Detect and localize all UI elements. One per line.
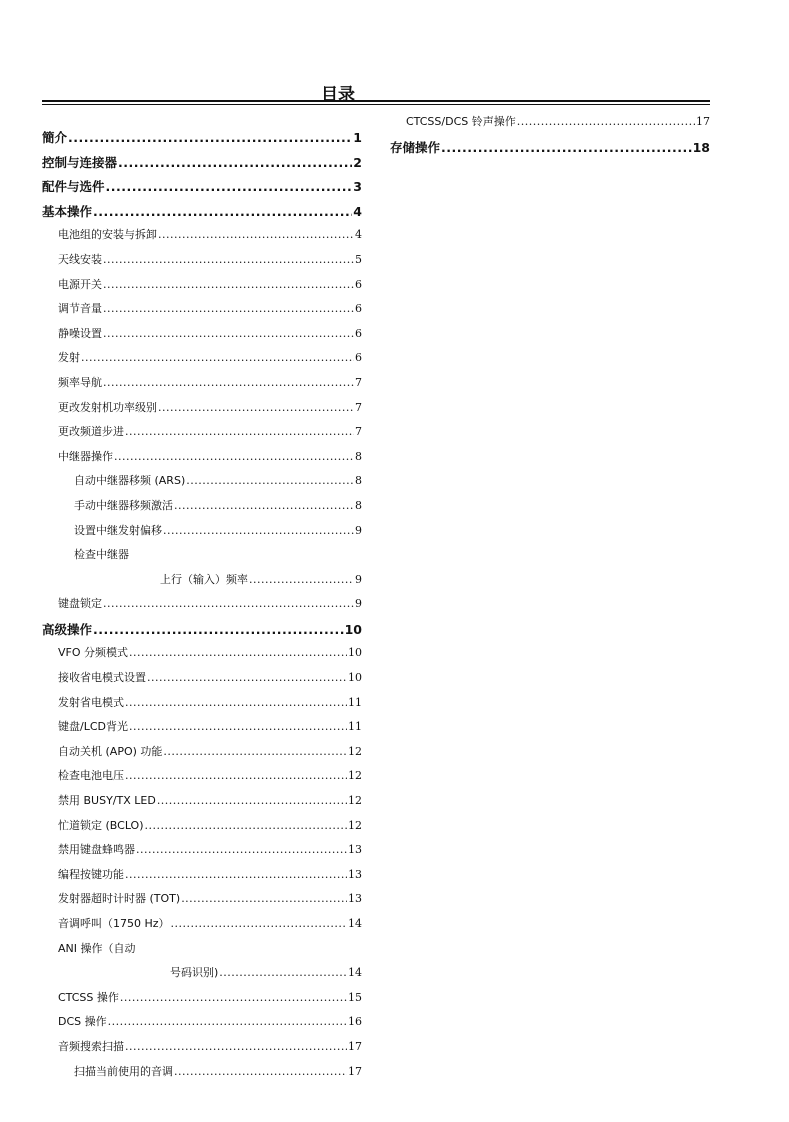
toc-entry-page: 11 xyxy=(348,695,362,709)
toc-entry-page: 9 xyxy=(355,572,362,586)
toc-entry[interactable] xyxy=(42,153,362,178)
toc-entry-label: 编程按键功能 xyxy=(58,867,124,881)
toc-entry-page: 17 xyxy=(696,115,710,128)
toc-entry-label: 电源开关 xyxy=(58,277,102,291)
toc-leader-dots xyxy=(219,966,347,979)
toc-entry-label: 键盘锁定 xyxy=(58,597,102,611)
toc-entry[interactable] xyxy=(42,841,362,866)
toc-entry-page: 6 xyxy=(355,326,362,340)
toc-entry[interactable] xyxy=(42,374,362,399)
toc-entry-page: 17 xyxy=(348,1064,362,1078)
toc-entry-label: 存储操作 xyxy=(390,139,441,155)
toc-entry-label: 号码识别) xyxy=(170,966,219,980)
toc-entry-label: 控制与连接器 xyxy=(42,154,118,170)
toc-entry-page: 7 xyxy=(355,375,362,389)
toc-entry-label: 配件与选件 xyxy=(42,179,105,195)
toc-leader-dots xyxy=(174,499,354,512)
toc-entry-page: 10 xyxy=(348,646,362,660)
toc-entry[interactable] xyxy=(42,325,362,350)
toc-entry-label: 高级操作 xyxy=(42,621,93,637)
toc-entry-label: 静噪设置 xyxy=(58,326,102,340)
toc-entry-page: 6 xyxy=(355,302,362,316)
toc-leader-dots xyxy=(118,155,352,170)
toc-leader-dots xyxy=(145,819,347,832)
toc-entry-page: 14 xyxy=(348,966,362,980)
toc-entry-page: 12 xyxy=(348,769,362,783)
toc-leader-dots xyxy=(186,474,354,487)
toc-entry-page: 16 xyxy=(348,1015,362,1029)
toc-entry-page: 14 xyxy=(348,917,362,930)
toc-entry-page: 7 xyxy=(355,425,362,439)
toc-entry-page: 18 xyxy=(692,139,710,155)
toc-leader-dots xyxy=(108,1015,347,1028)
toc-leader-dots xyxy=(103,597,354,610)
toc-leader-dots xyxy=(106,179,353,194)
toc-leader-dots xyxy=(103,302,354,315)
toc-entry-label: 簡介 xyxy=(42,130,68,145)
toc-entry[interactable] xyxy=(42,915,362,940)
toc-leader-dots xyxy=(158,401,354,414)
toc-entry-label: 电池组的安装与拆卸 xyxy=(58,228,157,242)
toc-leader-dots xyxy=(68,130,352,145)
toc-leader-dots xyxy=(249,573,354,586)
toc-leader-dots xyxy=(181,892,347,905)
toc-entry[interactable] xyxy=(42,448,362,473)
toc-entry[interactable] xyxy=(42,300,362,325)
toc-entry-page: 10 xyxy=(348,671,362,685)
toc-entry[interactable] xyxy=(390,113,710,138)
toc-leader-dots xyxy=(129,720,347,733)
toc-entry[interactable] xyxy=(42,177,362,202)
toc-entry-label: CTCSS 操作 xyxy=(58,990,119,1004)
toc-leader-dots xyxy=(129,646,347,659)
toc-leader-dots xyxy=(174,1065,347,1078)
toc-right-column xyxy=(390,113,710,162)
toc-entry-label: 调节音量 xyxy=(58,302,102,316)
toc-entry-page: 1 xyxy=(353,130,362,145)
title-rule-thick xyxy=(42,100,710,102)
toc-leader-dots xyxy=(163,745,347,758)
toc-leader-dots xyxy=(103,278,354,291)
toc-entry-page: 5 xyxy=(355,252,362,266)
toc-entry-page: 15 xyxy=(348,990,362,1004)
toc-entry-page: 8 xyxy=(355,474,362,488)
toc-entry[interactable] xyxy=(42,423,362,448)
toc-entry-page: 10 xyxy=(344,621,362,637)
toc-entry[interactable] xyxy=(42,399,362,424)
toc-entry-page: 11 xyxy=(348,720,362,734)
toc-leader-dots xyxy=(93,204,352,219)
title-rule-thin xyxy=(42,104,710,105)
toc-entry-page: 9 xyxy=(355,597,362,611)
toc-entry-page: 17 xyxy=(348,1039,362,1053)
toc-entry[interactable] xyxy=(42,251,362,276)
toc-entry[interactable] xyxy=(42,497,362,522)
toc-leader-dots xyxy=(125,696,347,709)
toc-entry-label: 音频搜索扫描 xyxy=(58,1039,124,1053)
toc-entry-label: 发射省电模式 xyxy=(58,695,124,709)
toc-entry-label: 设置中继发射偏移 xyxy=(74,523,162,537)
toc-entry[interactable] xyxy=(42,571,362,596)
toc-leader-dots xyxy=(125,868,347,881)
toc-entry-label: 接收省电模式设置 xyxy=(58,671,146,685)
toc-leader-dots xyxy=(120,991,347,1004)
toc-entry-label: 发射器超时计时器 (TOT) xyxy=(58,892,181,906)
toc-entry[interactable] xyxy=(42,694,362,719)
toc-entry-label: VFO 分频模式 xyxy=(58,646,129,660)
toc-entry[interactable] xyxy=(42,817,362,842)
toc-entry-page: 12 xyxy=(348,744,362,758)
toc-entry[interactable] xyxy=(42,964,362,989)
toc-entry[interactable] xyxy=(42,1063,362,1088)
toc-leader-dots xyxy=(158,228,354,241)
toc-entry[interactable] xyxy=(42,1013,362,1038)
toc-entry[interactable] xyxy=(42,349,362,374)
toc-leader-dots xyxy=(517,115,695,128)
toc-entry-label: CTCSS/DCS 铃声操作 xyxy=(406,115,516,128)
toc-entry-page: 4 xyxy=(355,228,362,242)
toc-entry[interactable] xyxy=(42,522,362,547)
toc-entry[interactable] xyxy=(42,620,362,645)
toc-leader-dots xyxy=(157,794,347,807)
toc-leader-dots xyxy=(163,524,354,537)
toc-entry[interactable] xyxy=(42,989,362,1014)
toc-entry-label: 音调呼叫（1750 Hz） xyxy=(58,917,170,930)
toc-entry[interactable] xyxy=(390,138,710,163)
toc-leader-dots xyxy=(125,769,347,782)
toc-entry-page: 4 xyxy=(353,203,362,219)
toc-leader-dots xyxy=(441,140,692,155)
toc-entry-label: 扫描当前使用的音调 xyxy=(74,1064,173,1078)
toc-entry-label: 手动中继器移频激活 xyxy=(74,498,173,512)
toc-entry-label: 基本操作 xyxy=(42,203,93,219)
toc-entry-page: 13 xyxy=(348,843,362,857)
toc-entry[interactable] xyxy=(42,202,362,227)
toc-entry[interactable] xyxy=(42,767,362,792)
toc-entry[interactable] xyxy=(42,128,362,153)
toc-leader-dots xyxy=(125,1040,347,1053)
toc-entry[interactable] xyxy=(42,890,362,915)
toc-leader-dots xyxy=(103,376,354,389)
toc-entry[interactable] xyxy=(42,276,362,301)
toc-entry[interactable] xyxy=(42,669,362,694)
toc-entry-label: 天线安装 xyxy=(58,252,102,266)
toc-entry-page: 12 xyxy=(348,818,362,832)
toc-entry-label: 禁用 BUSY/TX LED xyxy=(58,794,156,808)
toc-entry-label: 自动关机 (APO) 功能 xyxy=(58,744,163,758)
toc-leader-dots xyxy=(147,671,347,684)
toc-entry[interactable] xyxy=(42,644,362,669)
toc-leader-dots xyxy=(81,351,354,364)
toc-entry[interactable] xyxy=(42,718,362,743)
toc-leader-dots xyxy=(103,327,354,340)
toc-entry-label: 频率导航 xyxy=(58,375,102,389)
toc-entry-label: 更改频道步进 xyxy=(58,425,124,439)
toc-leader-dots xyxy=(125,425,354,438)
toc-entry-page: 9 xyxy=(355,523,362,537)
toc-entry[interactable] xyxy=(42,743,362,768)
toc-entry-page: 13 xyxy=(348,867,362,881)
toc-entry[interactable] xyxy=(42,940,362,965)
toc-entry[interactable] xyxy=(42,595,362,620)
toc-entry-label: 自动中继器移频 (ARS) xyxy=(74,474,186,488)
toc-leader-dots xyxy=(103,253,354,266)
toc-entry-label: 更改发射机功率级别 xyxy=(58,400,157,414)
toc-entry-page: 8 xyxy=(355,449,362,463)
toc-entry-label: 禁用键盘蜂鸣器 xyxy=(58,843,135,857)
toc-leader-dots xyxy=(93,622,344,637)
toc-entry-label: DCS 操作 xyxy=(58,1015,107,1029)
toc-entry-label: 检查电池电压 xyxy=(58,769,124,783)
toc-entry[interactable] xyxy=(42,1038,362,1063)
toc-entry-page: 6 xyxy=(355,351,362,365)
toc-title: 目录 xyxy=(321,85,355,105)
toc-entry-page: 2 xyxy=(353,154,362,170)
toc-entry[interactable] xyxy=(42,226,362,251)
toc-leader-dots xyxy=(171,917,347,930)
toc-entry-page: 8 xyxy=(355,498,362,512)
toc-entry-label: 上行（输入）频率 xyxy=(160,572,248,586)
toc-entry-label: ANI 操作（自动 xyxy=(58,941,136,955)
toc-entry-label: 检查中继器 xyxy=(74,548,129,562)
toc-entry[interactable] xyxy=(42,792,362,817)
toc-entry-page: 7 xyxy=(355,400,362,414)
toc-entry[interactable] xyxy=(42,472,362,497)
toc-entry-page: 13 xyxy=(348,892,362,906)
toc-entry-label: 发射 xyxy=(58,351,80,365)
toc-entry-label: 键盘/LCD背光 xyxy=(58,720,128,734)
toc-leader-dots xyxy=(136,843,347,856)
toc-entry-page: 12 xyxy=(348,794,362,808)
toc-entry[interactable] xyxy=(42,546,362,571)
toc-entry-page: 3 xyxy=(353,179,362,195)
toc-left-column xyxy=(42,128,362,1087)
toc-leader-dots xyxy=(114,450,354,463)
toc-entry-page: 6 xyxy=(355,277,362,291)
toc-entry-label: 中继器操作 xyxy=(58,449,113,463)
toc-entry[interactable] xyxy=(42,866,362,891)
toc-entry-label: 忙道锁定 (BCLO) xyxy=(58,818,144,832)
